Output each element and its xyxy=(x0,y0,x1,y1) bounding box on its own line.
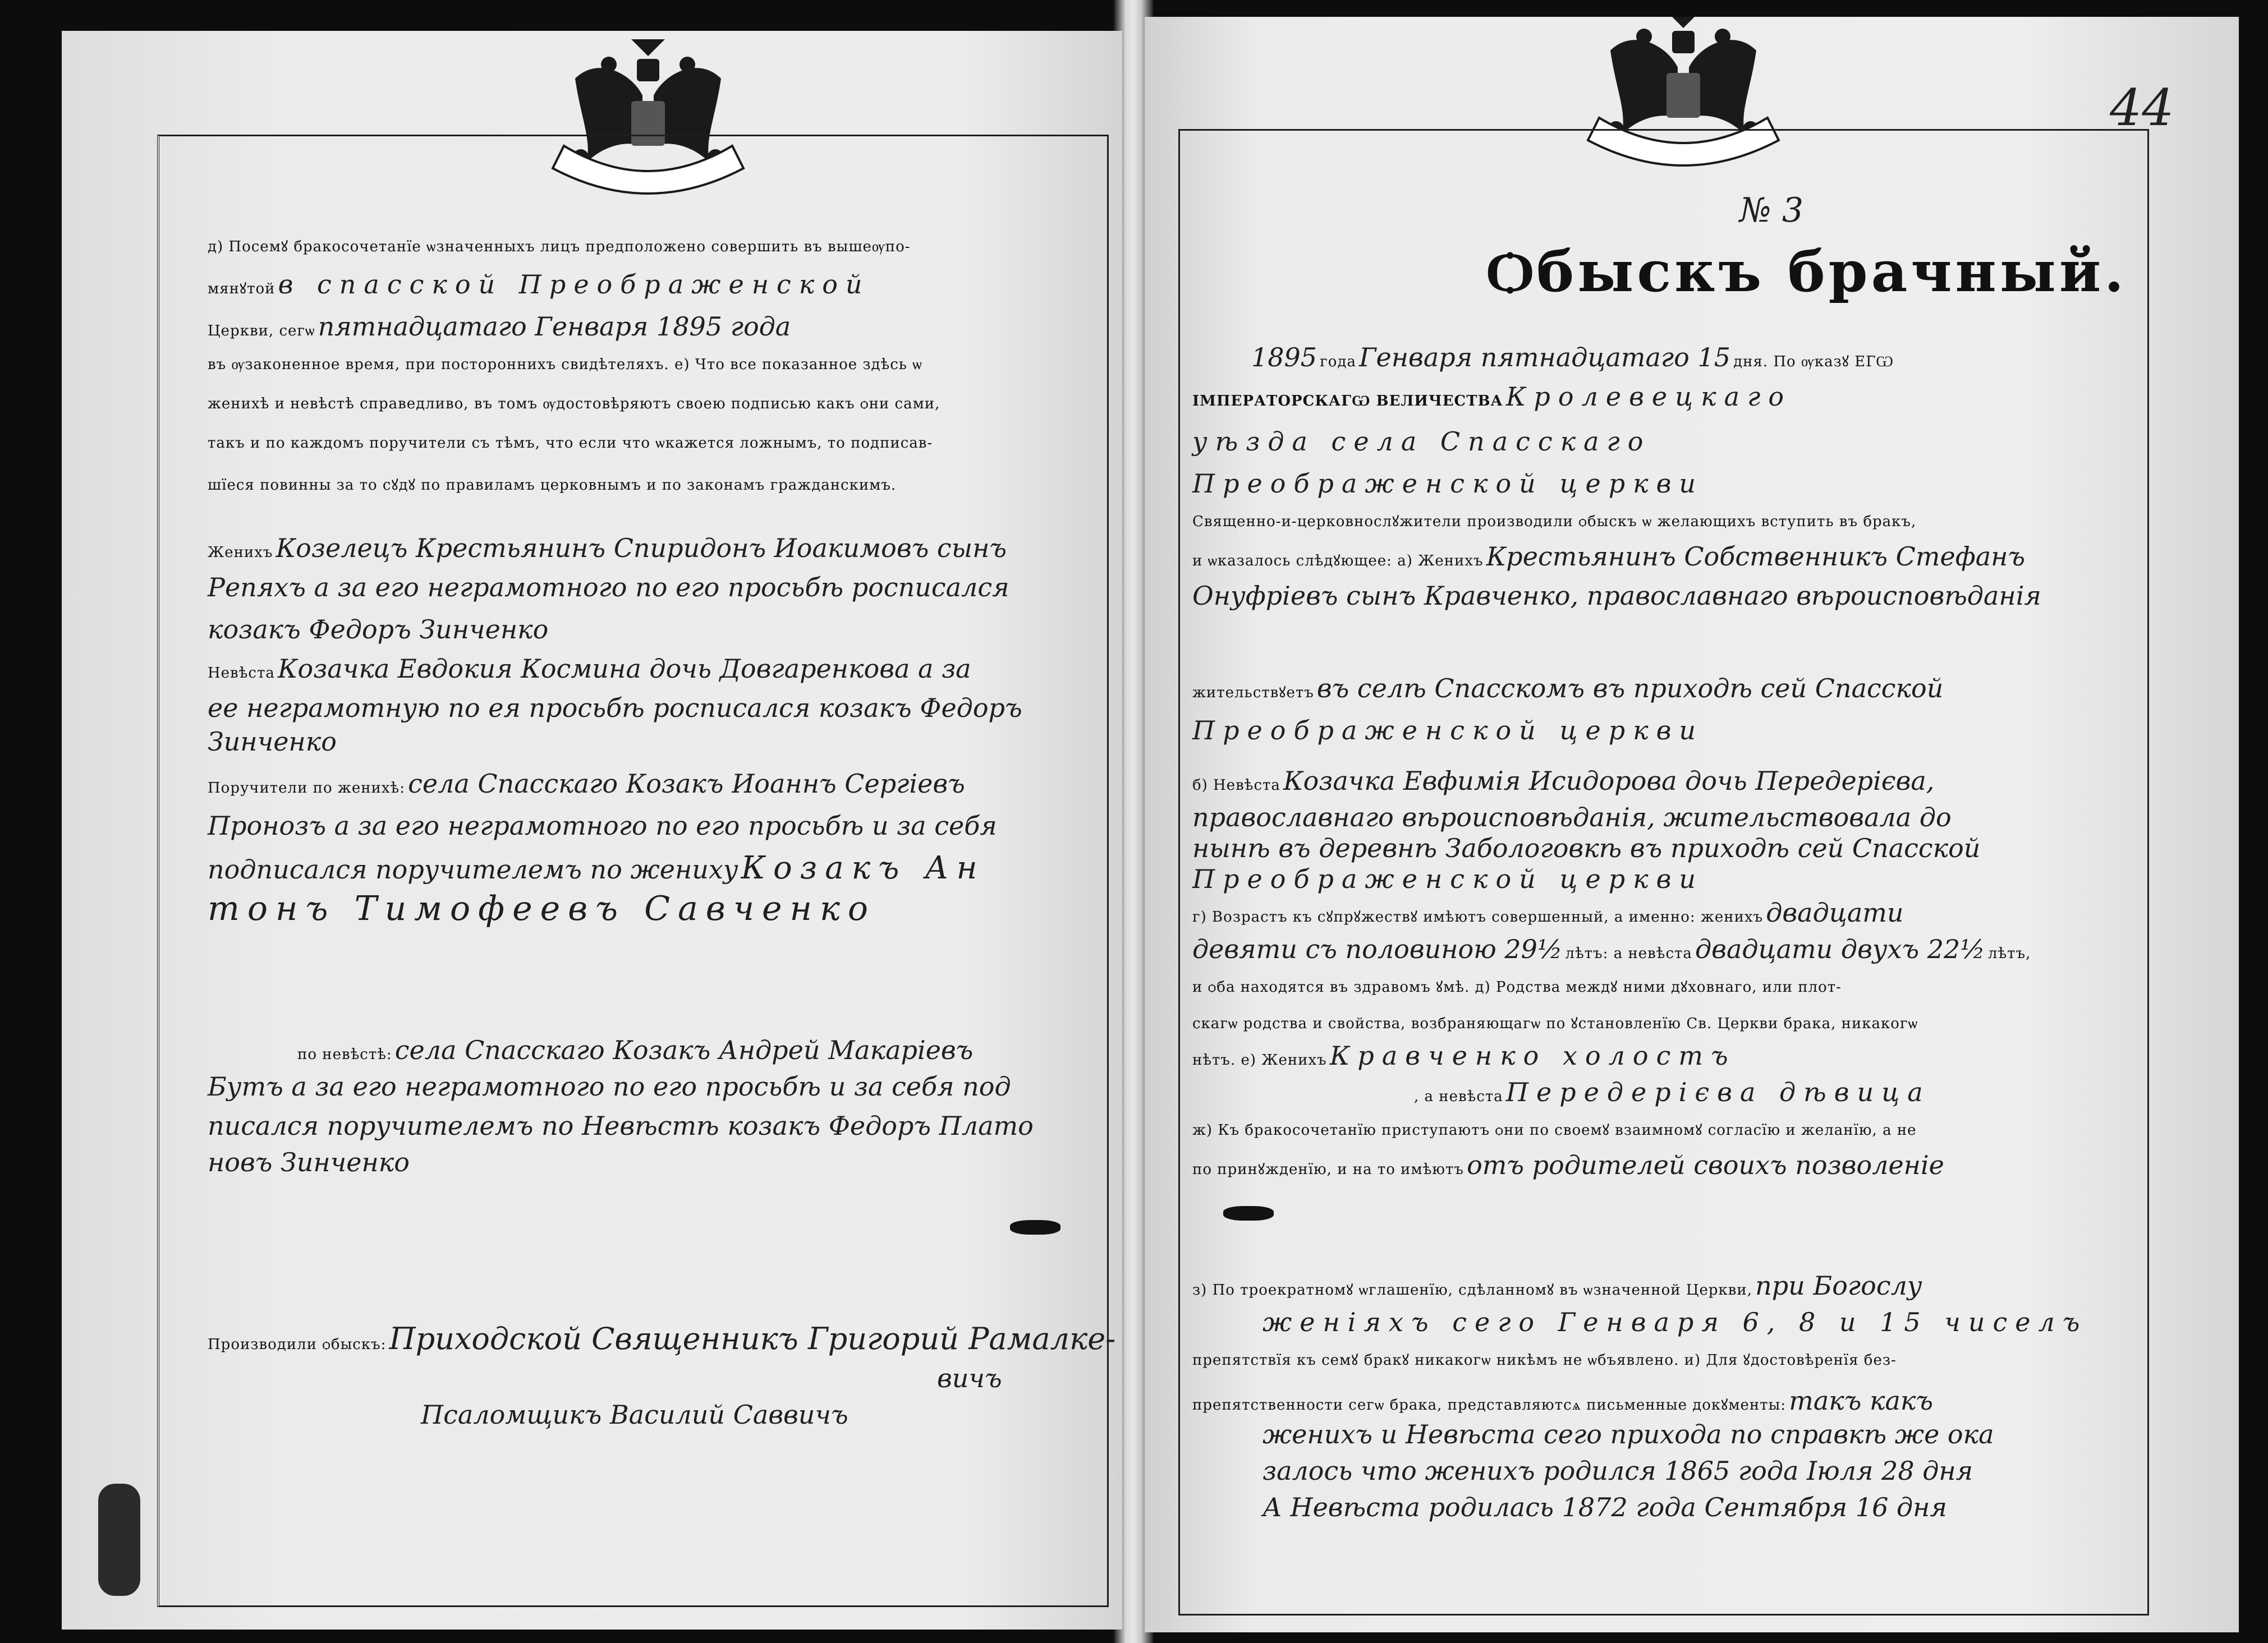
consent-hand: отъ родителей своихъ позволеніе xyxy=(1467,1150,1944,1180)
right-page xyxy=(1145,17,2239,1632)
documents-hand-2: женихъ и Невѣста сего прихода по справкѣ же ока xyxy=(1262,1419,1994,1449)
nevesta-line-3: Зинченко xyxy=(208,726,337,757)
bride-hand-3: нынѣ въ деревнѣ Забологовкѣ въ приходѣ сей Спасской xyxy=(1192,833,1981,863)
ink-blot xyxy=(1223,1206,1274,1221)
poruch-zh-label: Поручители по женихѣ: xyxy=(208,780,405,797)
residence-print: жительствꙋетъ xyxy=(1192,684,1314,701)
poruch-nev-line-2: Бутъ а за его неграмотного по его просьбѣ и за себя под xyxy=(208,1071,1011,1102)
zhenikh-line-2: Репяхъ а за его неграмотного по его просьбѣ росписался xyxy=(208,572,1009,602)
age-hand: двадцати xyxy=(1766,898,1904,928)
nevesta-line-2: ее неграмотную по ея просьбѣ росписался козакъ Федоръ xyxy=(208,693,1022,723)
kinship-line-1: и ѻба находятся въ здравомъ ꙋмѣ. д) Родства междꙋ ними дꙋховнаго, или плот- xyxy=(1192,979,1842,996)
page-number: 44 xyxy=(2110,79,2174,137)
church-hand: Преображенской церкви xyxy=(1192,468,1704,499)
bride-birth-hand: А Невѣста родилась 1872 года Сентября 16 дня xyxy=(1262,1492,1947,1522)
age-print: г) Возрастъ къ сꙋпрꙋжествꙋ имѣютъ совершенный, а именно: женихъ xyxy=(1192,909,1764,926)
bride-status-print: , а невѣста xyxy=(1414,1088,1503,1105)
age-print-3: лѣтъ, xyxy=(1987,945,2031,962)
nevesta-label: Невѣста xyxy=(208,665,275,682)
bride-hand-4: Преображенской церкви xyxy=(1192,864,1704,894)
consent-line-1: ж) Къ бракосочетанїю приступаютъ ѻни по своемꙋ взаимномꙋ согласїю и желанїю, а не xyxy=(1192,1122,1917,1139)
impediment-line: препятствїя къ семꙋ бракꙋ никакогѡ никѣмъ не ѡбъявлено. и) Для ꙋдостовѣренїя без- xyxy=(1192,1352,1897,1369)
para-g-line-3-hand: пятнадцатаго Генваря 1895 года xyxy=(318,311,791,342)
poruch-nev-line-3: писался поручителемъ по Невѣстѣ козакъ Федоръ Плато xyxy=(208,1111,1034,1141)
page-tab xyxy=(98,1484,140,1596)
para-g-line-1: д) Посемꙋ бракосочетанїе ѡзначенныхъ лицъ предположено совершить въ вышеѹпо- xyxy=(208,238,911,255)
poruch-nev-line-4: новъ Зинченко xyxy=(208,1147,410,1177)
groom-status-hand: Кравченко холостъ xyxy=(1329,1041,1736,1071)
age-print-2: лѣтъ: а невѣста xyxy=(1565,945,1692,962)
zhenikh-line-3: козакъ Федоръ Зинченко xyxy=(208,614,549,645)
document-title: Ѻбыскъ брачный. xyxy=(1487,238,2127,305)
para-g-line-6: такъ и по каждомъ поручители съ тѣмъ, что если что ѡкажется ложнымъ, то подписав- xyxy=(208,435,933,452)
residence-church-hand: Преображенской церкви xyxy=(1192,715,1704,745)
uezd-hand: Кролевецкаго xyxy=(1505,381,1792,412)
nevesta-line-1: Козачка Евдокия Космина дочь Довгаренкова а за xyxy=(277,653,971,684)
ukaz-print: дня. По ѹказꙋ ЕГѠ xyxy=(1733,353,1894,370)
banns-dates-hand: женіяхъ сего Генваря 6, 8 и 15 чиселъ xyxy=(1262,1307,2088,1337)
poruch-zh-line-3-signature: Козакъ Ан xyxy=(741,850,985,886)
kinship-line-2: скагѡ родства и свойства, возбраняющагѡ по ꙋстановленїю Св. Церкви брака, никакогѡ xyxy=(1192,1015,1918,1032)
ink-blot xyxy=(1010,1220,1060,1235)
year-hand: 1895 xyxy=(1251,342,1317,372)
bride-print: б) Невѣста xyxy=(1192,777,1280,794)
bride-status-hand: Передерієва дѣвица xyxy=(1505,1077,1931,1107)
bride-hand-2: православнаго вѣроисповѣданія, жительствовала до xyxy=(1192,802,1952,832)
selo-hand: уѣзда села Спасскаго xyxy=(1192,426,1651,457)
proizv-line-3: Псаломщикъ Василий Саввичъ xyxy=(421,1400,848,1430)
proizv-line-2: вичъ xyxy=(937,1363,1002,1393)
documents-print: препятственности сегѡ брака, представляютсѧ письменные докꙋменты: xyxy=(1192,1397,1787,1414)
groom-age-hand: девяти съ половиною 29½ xyxy=(1192,934,1563,964)
banns-hand: при Богослу xyxy=(1755,1271,1922,1301)
date-hand: Генваря пятнадцатаго 15 xyxy=(1359,342,1731,372)
groom-print: и ѡказалось слѣдꙋющее: а) Женихъ xyxy=(1192,553,1484,569)
left-page xyxy=(62,31,1122,1630)
poruch-zh-line-2: Пронозъ а за его неграмотного по его просьбѣ и за себя xyxy=(208,811,997,841)
bride-hand-1: Козачка Евфимія Исидорова дочь Передерієва, xyxy=(1283,766,1935,796)
para-g-line-7: шїеся повинны за то сꙋдꙋ по правиламъ церковнымъ и по законамъ гражданскимъ. xyxy=(208,477,897,494)
para-g-line-2-hand: в спасской Преображенской xyxy=(278,269,870,300)
para-g-line-2-print: мянꙋтой xyxy=(208,280,276,297)
para-g-line-4: въ ѹзаконенное время, при постороннихъ свидѣтеляхъ. е) Что все показанное здѣсь ѡ xyxy=(208,356,922,373)
zhenikh-line-1: Козелецъ Крестьянинъ Спиридонъ Иоакимовъ сынъ xyxy=(276,533,1007,563)
groom-hand-2: Онуфріевъ сынъ Кравченко, православнаго вѣроисповѣданія xyxy=(1192,581,2041,611)
groom-hand-1: Крестьянинъ Собственникъ Стефанъ xyxy=(1486,541,2026,572)
proizv-label: Производили ѻбыскъ: xyxy=(208,1336,387,1353)
groom-birth-hand: залось что женихъ родился 1865 года Іюля 28 дня xyxy=(1262,1456,1973,1486)
year-print: года xyxy=(1320,353,1356,370)
consent-print-2: по принꙋжденїю, и на то имѣютъ xyxy=(1192,1161,1464,1178)
para-g-line-3-print: Церкви, сегѡ xyxy=(208,323,315,339)
clergy-line: Священно-и-церковнослꙋжители производили ѻбыскъ ѡ желающихъ вступить въ бракъ, xyxy=(1192,513,1917,530)
banns-print: з) По троекратномꙋ ѡглашенїю, сдѣланномꙋ въ ѡзначенной Церкви, xyxy=(1192,1282,1753,1299)
act-number: № 3 xyxy=(1739,191,1804,230)
poruch-nev-label: по невѣстѣ: xyxy=(297,1046,392,1063)
bride-age-hand: двадцати двухъ 22½ xyxy=(1695,934,1985,964)
poruch-zh-line-3: подписался поручителемъ по жениху xyxy=(208,854,738,885)
poruch-zh-line-1: села Спасскаго Козакъ Иоаннъ Сергіевъ xyxy=(408,768,965,799)
poruch-nev-line-1: села Спасскаго Козакъ Андрей Макаріевъ xyxy=(394,1035,974,1065)
poruch-zh-line-5-signature: тонъ Тимофеевъ Савченко xyxy=(208,889,876,928)
zhenikh-label: Женихъ xyxy=(208,544,273,561)
para-g-line-5: женихѣ и невѣстѣ справедливо, въ томъ ѹдостовѣряютъ своею подписью какъ ѻни сами, xyxy=(208,395,940,412)
residence-hand: въ селѣ Спасскомъ въ приходѣ сей Спасской xyxy=(1316,673,1944,703)
documents-hand: такъ какъ xyxy=(1789,1386,1934,1416)
imperial-print: ІМПЕРАТОРСКАГѠ ВЕЛИЧЕСТВА xyxy=(1192,393,1503,409)
proizv-line-1: Приходской Священникъ Григорий Рамалке- xyxy=(389,1321,1116,1356)
status-print: нѣтъ. е) Женихъ xyxy=(1192,1052,1327,1069)
